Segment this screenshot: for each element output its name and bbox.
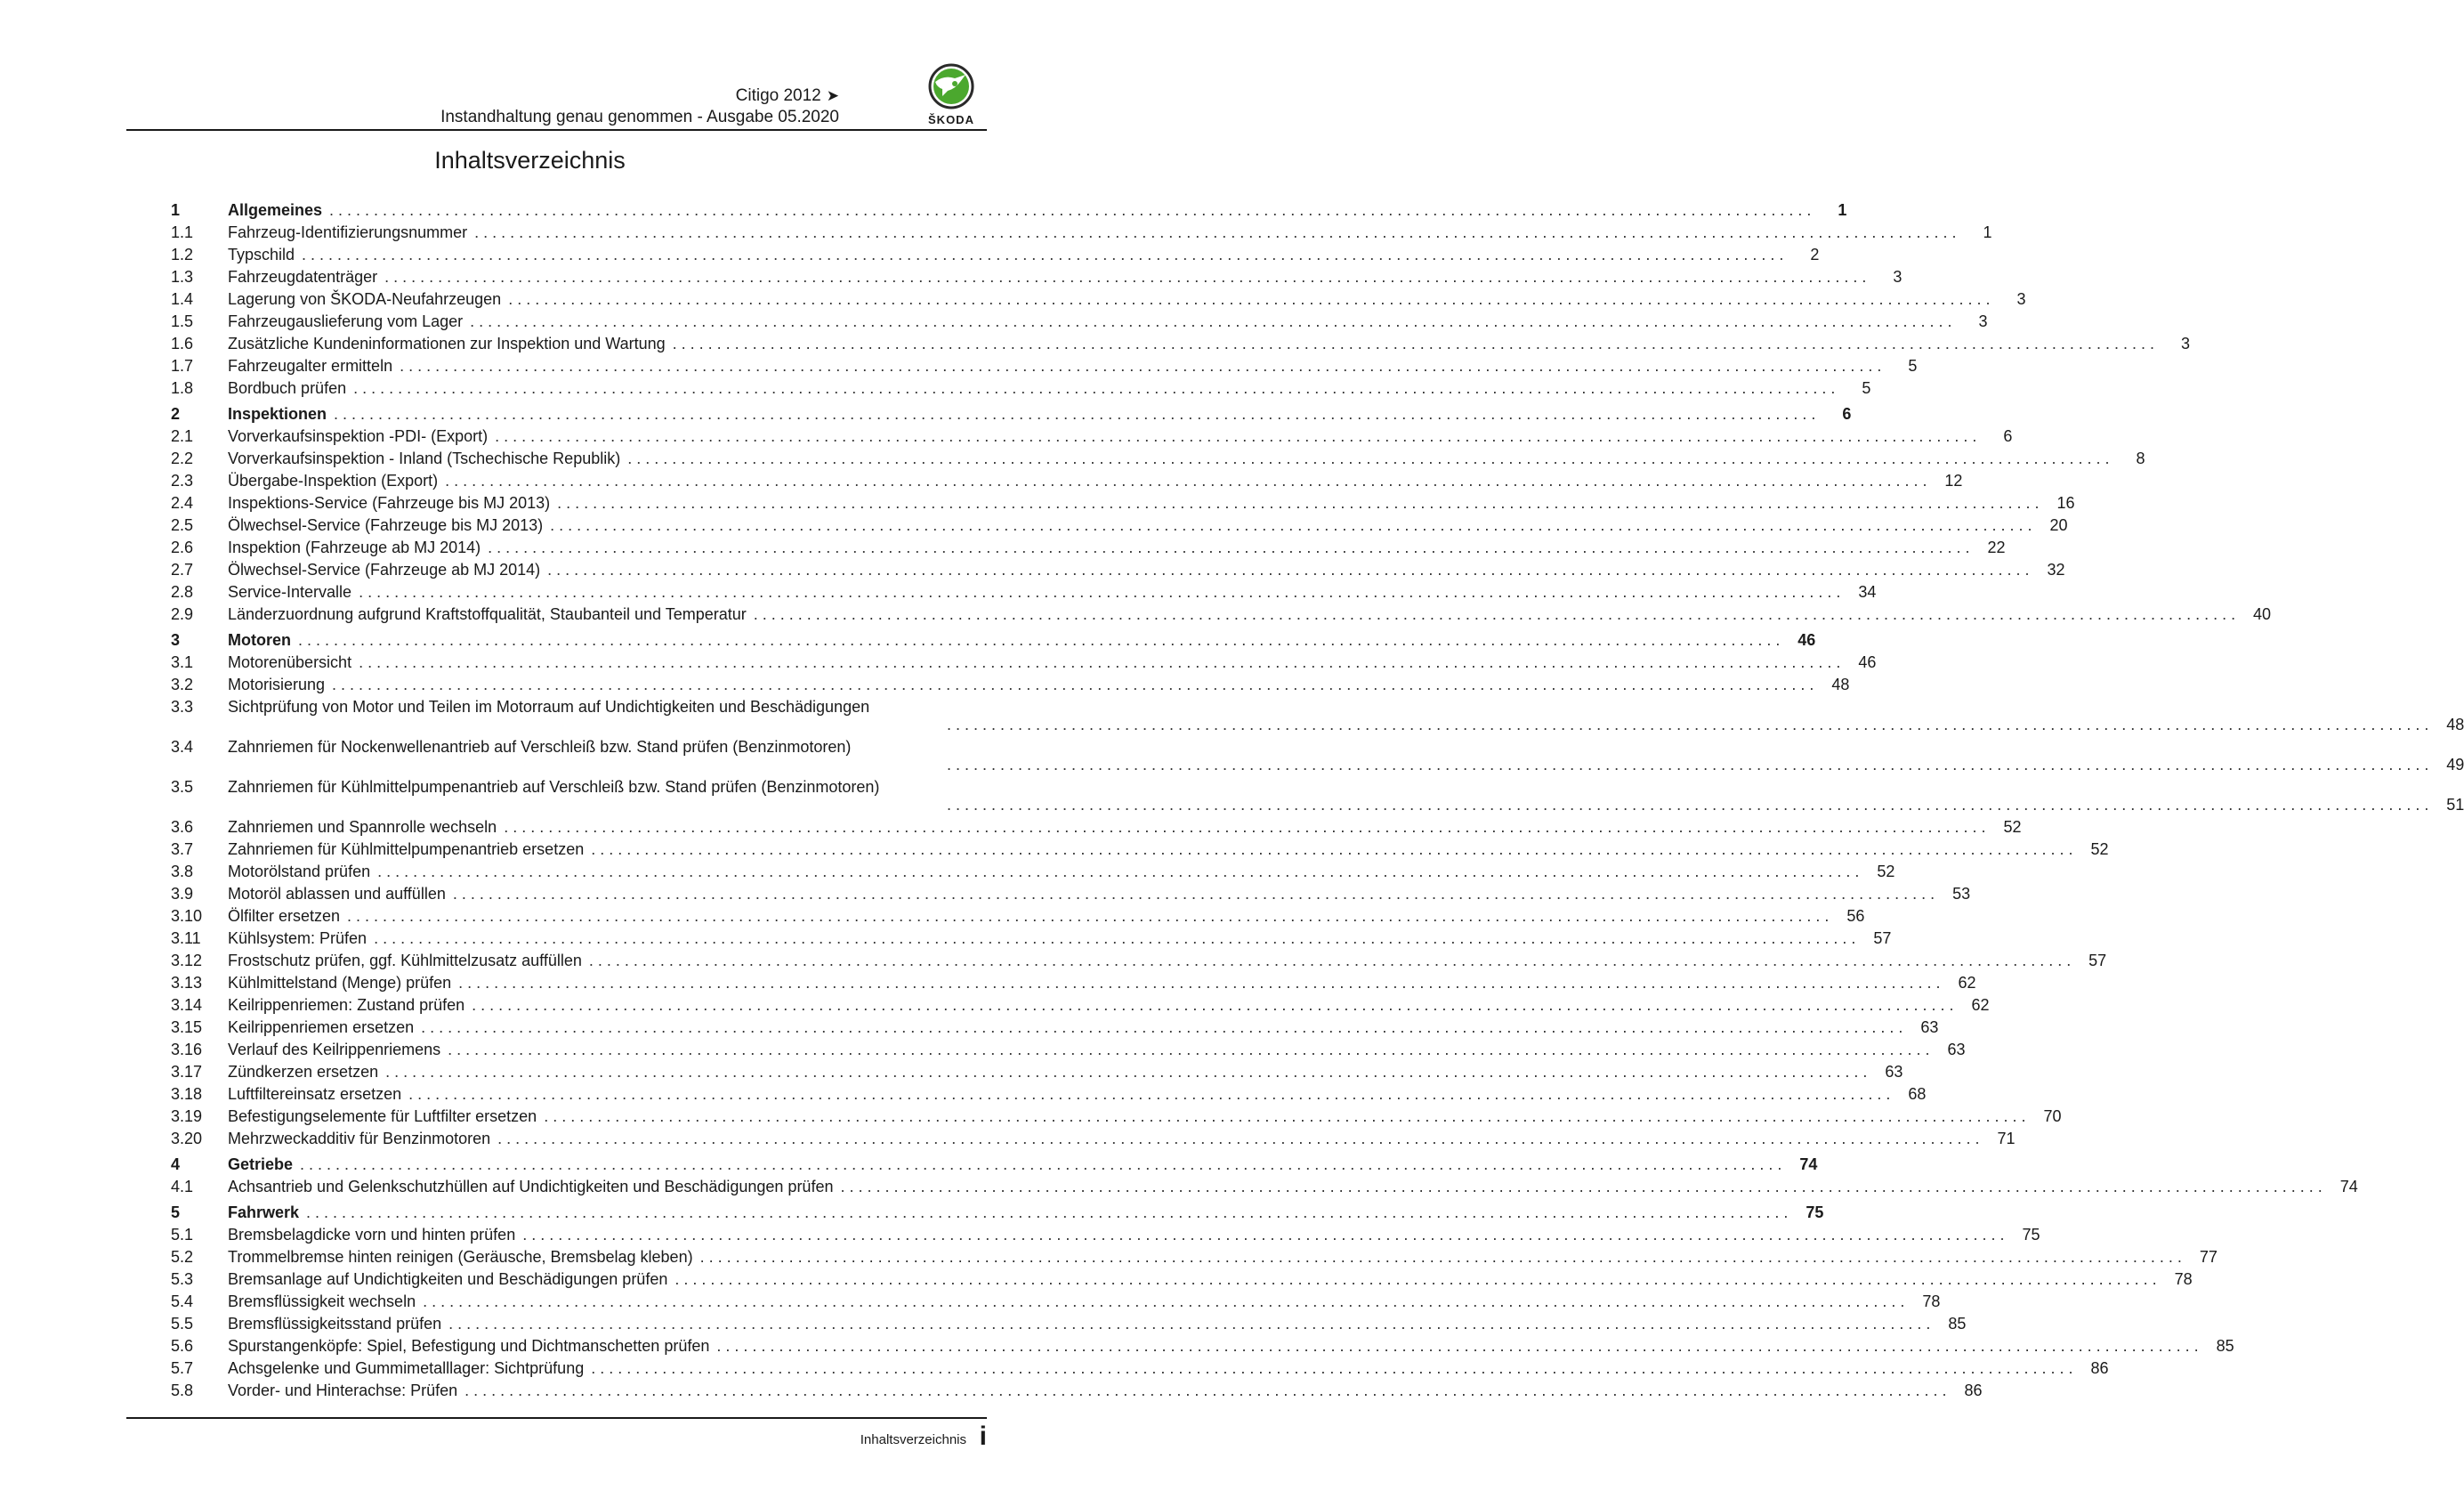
toc-leader-dots xyxy=(504,816,1985,839)
toc-number: 5.4 xyxy=(171,1292,194,1310)
toc-title: Lagerung von ŠKODA-Neufahrzeugen xyxy=(228,290,502,308)
toc-entry-row[interactable] xyxy=(171,1268,2193,1291)
toc-page-number: 3 xyxy=(1893,268,1903,286)
toc-leader-dots xyxy=(374,928,1855,950)
toc-leader-wrap xyxy=(940,754,2436,776)
toc-number: 3.5 xyxy=(171,778,194,796)
toc-title: Übergabe-Inspektion (Export) xyxy=(228,472,439,490)
toc-number: 1.1 xyxy=(171,223,194,241)
toc-page-number: 86 xyxy=(1964,1382,1983,1399)
toc-title: Getriebe xyxy=(228,1155,294,1173)
toc-leader-wrap xyxy=(940,794,2436,816)
toc-entry-row[interactable] xyxy=(171,696,2464,736)
toc-title: Motoröl ablassen und auffüllen xyxy=(228,885,446,903)
toc-leader-dots xyxy=(470,311,1951,333)
toc-title: Zahnriemen für Kühlmittelpumpenantrieb auf Verschleiß bzw. Stand prüfen (Benzinmotoren) xyxy=(228,778,880,796)
toc-title: Länderzuordnung aufgrund Kraftstoffqualität, Staubanteil und Temperatur xyxy=(228,605,747,623)
toc-title: Ölwechsel-Service (Fahrzeuge ab MJ 2014) xyxy=(228,561,541,579)
toc-number: 2 xyxy=(171,405,181,423)
toc-entry-row[interactable] xyxy=(171,425,2013,448)
toc-number: 5.6 xyxy=(171,1337,194,1355)
toc-entry-row[interactable] xyxy=(171,1128,2016,1150)
toc-number: 3.8 xyxy=(171,863,194,880)
toc-entry-row[interactable] xyxy=(171,1291,1941,1313)
toc-page-number: 6 xyxy=(2003,427,2013,445)
toc-page-number: 6 xyxy=(1842,405,1852,423)
toc-title: Typschild xyxy=(228,246,295,263)
toc-title: Luftfiltereinsatz ersetzen xyxy=(228,1085,402,1103)
toc-number: 3.1 xyxy=(171,653,194,671)
toc-entry-row[interactable] xyxy=(171,1357,2109,1380)
toc-page-number: 57 xyxy=(2088,952,2107,969)
toc-number: 3.15 xyxy=(171,1018,203,1036)
toc-leader-dots xyxy=(347,905,1829,928)
toc-number: 3.2 xyxy=(171,676,194,693)
toc-number: 3.20 xyxy=(171,1130,203,1147)
toc-number: 3.10 xyxy=(171,907,203,925)
toc-leader-dots xyxy=(334,403,1815,425)
toc-leader-dots xyxy=(497,1128,1979,1150)
toc-number: 3.18 xyxy=(171,1085,203,1103)
toc-entry-row[interactable] xyxy=(171,839,2109,861)
toc-page-number: 16 xyxy=(2056,494,2075,512)
skoda-logo xyxy=(916,62,987,126)
toc-leader-wrap xyxy=(940,714,2436,736)
toc-leader-dots xyxy=(329,199,1811,222)
toc-leader-dots xyxy=(522,1224,2004,1246)
toc-number: 3.7 xyxy=(171,840,194,858)
toc-page-number: 85 xyxy=(1948,1315,1967,1333)
toc-page-number: 1 xyxy=(1983,223,1992,241)
toc-page-number: 40 xyxy=(2253,605,2272,623)
toc-title: Inspektionen xyxy=(228,405,327,423)
header-model xyxy=(736,86,839,106)
toc-entry-row[interactable] xyxy=(171,861,1895,883)
toc-page-number: 20 xyxy=(2049,516,2068,534)
toc-title: Keilrippenriemen: Zustand prüfen xyxy=(228,996,465,1014)
toc-page-number: 5 xyxy=(1862,379,1871,397)
toc-number: 3.19 xyxy=(171,1107,203,1125)
toc-leader-dots xyxy=(300,1154,1781,1176)
toc-page-number: 74 xyxy=(1799,1155,1818,1173)
toc-title: Vorverkaufsinspektion -PDI- (Export) xyxy=(228,427,489,445)
toc-entry-row[interactable] xyxy=(171,816,2022,839)
toc-number: 2.5 xyxy=(171,516,194,534)
toc-number: 3.3 xyxy=(171,698,194,716)
toc-title: Sichtprüfung von Motor und Teilen im Motorraum auf Undichtigkeiten und Beschädigungen xyxy=(228,698,870,716)
toc-page-number: 63 xyxy=(1885,1063,1903,1081)
toc-page-number: 62 xyxy=(1971,996,1990,1014)
toc-entry-row[interactable] xyxy=(171,515,2068,537)
toc-title: Fahrzeugauslieferung vom Lager xyxy=(228,312,464,330)
toc-page-number: 22 xyxy=(1987,539,2006,556)
toc-title: Motorölstand prüfen xyxy=(228,863,371,880)
toc-page-number: 8 xyxy=(2136,450,2145,467)
toc-leader-dots xyxy=(840,1176,2322,1198)
toc-entry-row[interactable] xyxy=(171,883,1971,905)
toc-page-number: 3 xyxy=(2180,335,2190,352)
toc-entry-row[interactable] xyxy=(171,905,1865,928)
toc-title: Bordbuch prüfen xyxy=(228,379,347,397)
toc-number: 5.2 xyxy=(171,1248,194,1266)
toc-page-number: 62 xyxy=(1958,974,1976,992)
toc-entry-row[interactable] xyxy=(171,581,1877,604)
toc-leader-dots xyxy=(306,1202,1788,1224)
toc-title: Frostschutz prüfen, ggf. Kühlmittelzusatz auffüllen xyxy=(228,952,582,969)
toc-leader-dots xyxy=(495,425,1976,448)
toc-number: 3.16 xyxy=(171,1041,203,1058)
skoda-winged-arrow-logo-icon xyxy=(916,62,987,112)
toc-entry-row[interactable] xyxy=(171,776,2464,816)
toc-leader-dots xyxy=(947,714,2428,736)
toc-leader-dots xyxy=(947,794,2428,816)
toc-page-number: 75 xyxy=(2022,1226,2040,1244)
toc-title: Bremsflüssigkeitsstand prüfen xyxy=(228,1315,442,1333)
toc-entry-row[interactable] xyxy=(171,1246,2218,1268)
toc-entry-row[interactable] xyxy=(171,492,2075,515)
toc-title: Ölfilter ersetzen xyxy=(228,907,341,925)
toc-page-number: 34 xyxy=(1858,583,1877,601)
toc-leader-dots xyxy=(550,515,2032,537)
table-of-contents xyxy=(171,199,2464,1402)
toc-leader-dots xyxy=(408,1083,1890,1106)
toc-title: Zahnriemen für Kühlmittelpumpenantrieb ersetzen xyxy=(228,840,585,858)
toc-entry-row[interactable] xyxy=(171,448,2145,470)
toc-leader-dots xyxy=(458,972,1940,994)
toc-entry-row[interactable] xyxy=(171,333,2190,355)
toc-page-number: 32 xyxy=(2047,561,2065,579)
toc-entry-row[interactable] xyxy=(171,972,1976,994)
toc-leader-dots xyxy=(359,652,1840,674)
toc-title: Kühlsystem: Prüfen xyxy=(228,929,368,947)
toc-page-number: 63 xyxy=(1920,1018,1939,1036)
toc-number: 2.7 xyxy=(171,561,194,579)
toc-number: 3.6 xyxy=(171,818,194,836)
toc-number: 5 xyxy=(171,1203,181,1221)
toc-number: 2.8 xyxy=(171,583,194,601)
toc-title: Motorenübersicht xyxy=(228,653,352,671)
toc-leader-dots xyxy=(716,1335,2198,1357)
toc-title: Kühlmittelstand (Menge) prüfen xyxy=(228,974,452,992)
toc-leader-dots xyxy=(465,1380,1946,1402)
toc-leader-dots xyxy=(591,1357,2072,1380)
toc-chapter-row[interactable] xyxy=(171,403,1852,425)
toc-page-number: 12 xyxy=(1944,472,1963,490)
toc-page-number: 77 xyxy=(2199,1248,2218,1266)
toc-leader-dots xyxy=(627,448,2109,470)
toc-number: 1.8 xyxy=(171,379,194,397)
toc-page-number: 71 xyxy=(1997,1130,2016,1147)
toc-leader-dots xyxy=(421,1017,1903,1039)
toc-leader-dots xyxy=(423,1291,1904,1313)
toc-page-number: 70 xyxy=(2043,1107,2062,1125)
toc-page-number: 48 xyxy=(1831,676,1850,693)
toc-number: 4 xyxy=(171,1155,181,1173)
toc-page-number: 85 xyxy=(2216,1337,2234,1355)
toc-leader-dots xyxy=(547,559,2029,581)
toc-entry-row[interactable] xyxy=(171,266,1903,288)
toc-entry-row[interactable] xyxy=(171,1313,1967,1335)
toc-entry-row[interactable] xyxy=(171,288,2026,311)
toc-entry-row[interactable] xyxy=(171,1083,1927,1106)
toc-page-number: 3 xyxy=(2016,290,2026,308)
header-subtitle: Instandhaltung genau genommen - Ausgabe 05.2020 xyxy=(440,108,839,126)
toc-leader-dots xyxy=(472,994,1953,1017)
toc-page-number: 51 xyxy=(2446,796,2464,814)
toc-leader-dots xyxy=(508,288,1990,311)
toc-page-number: 57 xyxy=(1873,929,1892,947)
toc-number: 1.3 xyxy=(171,268,194,286)
toc-number: 4.1 xyxy=(171,1178,194,1195)
toc-number: 3.9 xyxy=(171,885,194,903)
toc-entry-row[interactable] xyxy=(171,1380,1983,1402)
header-divider xyxy=(126,129,987,131)
toc-title: Vorder- und Hinterachse: Prüfen xyxy=(228,1382,458,1399)
toc-title: Fahrzeug-Identifizierungsnummer xyxy=(228,223,468,241)
toc-page-number: 74 xyxy=(2339,1178,2358,1195)
toc-title: Befestigungselemente für Luftfilter ersetzen xyxy=(228,1107,537,1125)
toc-entry-row[interactable] xyxy=(171,377,1871,400)
toc-title: Spurstangenköpfe: Spiel, Befestigung und Dichtmanschetten prüfen xyxy=(228,1337,710,1355)
toc-title: Service-Intervalle xyxy=(228,583,352,601)
toc-leader-dots xyxy=(302,244,1783,266)
toc-leader-dots xyxy=(445,470,1927,492)
toc-number: 2.9 xyxy=(171,605,194,623)
toc-entry-row[interactable] xyxy=(171,1176,2358,1198)
toc-page-number: 46 xyxy=(1798,631,1816,649)
toc-title: Achsantrieb und Gelenkschutzhüllen auf Undichtigkeiten und Beschädigungen prüfen xyxy=(228,1178,834,1195)
toc-title: Inspektions-Service (Fahrzeuge bis MJ 2013) xyxy=(228,494,551,512)
toc-leader-dots xyxy=(448,1039,1929,1061)
toc-title: Fahrzeugalter ermitteln xyxy=(228,357,393,375)
page-title: Inhaltsverzeichnis xyxy=(434,147,626,174)
toc-leader-dots xyxy=(947,754,2428,776)
page-header xyxy=(126,62,987,130)
toc-title: Vorverkaufsinspektion - Inland (Tschechische Republik) xyxy=(228,450,621,467)
toc-entry-row[interactable] xyxy=(171,311,1988,333)
toc-title: Fahrzeugdatenträger xyxy=(228,268,378,286)
toc-page-number: 49 xyxy=(2446,756,2464,774)
toc-number: 5.5 xyxy=(171,1315,194,1333)
toc-page-number: 1 xyxy=(1838,201,1847,219)
toc-number: 1.5 xyxy=(171,312,194,330)
toc-title: Zündkerzen ersetzen xyxy=(228,1063,379,1081)
toc-entry-row[interactable] xyxy=(171,1017,1939,1039)
toc-number: 1.7 xyxy=(171,357,194,375)
toc-number: 3.17 xyxy=(171,1063,203,1081)
toc-number: 1.4 xyxy=(171,290,194,308)
toc-leader-dots xyxy=(359,581,1840,604)
toc-entry-row[interactable] xyxy=(171,470,1963,492)
toc-number: 2.1 xyxy=(171,427,194,445)
toc-number: 1.2 xyxy=(171,246,194,263)
toc-number: 3.13 xyxy=(171,974,203,992)
toc-number: 3.4 xyxy=(171,738,194,756)
toc-title: Trommelbremse hinten reinigen (Geräusche, Bremsbelag kleben) xyxy=(228,1248,693,1266)
brand-wordmark: ŠKODA xyxy=(928,113,974,126)
toc-title: Bremsanlage auf Undichtigkeiten und Beschädigungen prüfen xyxy=(228,1270,668,1288)
toc-entry-row[interactable] xyxy=(171,674,1850,696)
toc-number: 2.4 xyxy=(171,494,194,512)
toc-number: 1.6 xyxy=(171,335,194,352)
toc-leader-dots xyxy=(488,537,1969,559)
toc-leader-dots xyxy=(675,1268,2156,1291)
toc-number: 3 xyxy=(171,631,181,649)
toc-page-number: 52 xyxy=(2090,840,2109,858)
toc-title: Verlauf des Keilrippenriemens xyxy=(228,1041,441,1058)
toc-entry-row[interactable] xyxy=(171,652,1877,674)
toc-number: 1 xyxy=(171,201,181,219)
toc-leader-dots xyxy=(474,222,1956,244)
toc-title: Allgemeines xyxy=(228,201,323,219)
toc-leader-dots xyxy=(298,629,1780,652)
toc-number: 5.1 xyxy=(171,1226,194,1244)
toc-number: 5.7 xyxy=(171,1359,194,1377)
toc-page-number: 86 xyxy=(2090,1359,2109,1377)
toc-entry-row[interactable] xyxy=(171,1335,2234,1357)
toc-leader-dots xyxy=(589,950,2071,972)
toc-leader-dots xyxy=(353,377,1835,400)
toc-title: Ölwechsel-Service (Fahrzeuge bis MJ 2013) xyxy=(228,516,544,534)
toc-leader-dots xyxy=(377,861,1859,883)
toc-leader-dots xyxy=(448,1313,1930,1335)
toc-entry-row[interactable] xyxy=(171,559,2065,581)
toc-title: Zahnriemen und Spannrolle wechseln xyxy=(228,818,497,836)
toc-entry-row[interactable] xyxy=(171,950,2107,972)
footer-label: Inhaltsverzeichnis xyxy=(860,1432,966,1447)
toc-page-number: 68 xyxy=(1908,1085,1927,1103)
toc-page-number: 75 xyxy=(1806,1203,1824,1221)
toc-page-number: 56 xyxy=(1846,907,1865,925)
toc-entry-row[interactable] xyxy=(171,604,2272,626)
toc-entry-row[interactable] xyxy=(171,1224,2040,1246)
toc-number: 2.6 xyxy=(171,539,194,556)
toc-entry-row[interactable] xyxy=(171,928,1892,950)
toc-leader-dots xyxy=(544,1106,2025,1128)
footer-page-number: i xyxy=(979,1422,987,1451)
toc-title: Zahnriemen für Nockenwellenantrieb auf Verschleiß bzw. Stand prüfen (Benzinmotoren) xyxy=(228,738,852,756)
toc-chapter-row[interactable] xyxy=(171,629,1816,652)
toc-number: 3.14 xyxy=(171,996,203,1014)
toc-number: 2.3 xyxy=(171,472,194,490)
toc-chapter-row[interactable] xyxy=(171,199,1847,222)
toc-page-number: 63 xyxy=(1947,1041,1966,1058)
toc-page-number: 53 xyxy=(1952,885,1971,903)
toc-title: Fahrwerk xyxy=(228,1203,300,1221)
toc-chapter-row[interactable] xyxy=(171,1202,1824,1224)
toc-page-number: 52 xyxy=(2003,818,2022,836)
toc-entry-row[interactable] xyxy=(171,994,1990,1017)
toc-leader-dots xyxy=(591,839,2072,861)
toc-title: Motorisierung xyxy=(228,676,326,693)
toc-title: Bremsbelagdicke vorn und hinten prüfen xyxy=(228,1226,516,1244)
toc-leader-dots xyxy=(453,883,1935,905)
toc-entry-row[interactable] xyxy=(171,1106,2062,1128)
toc-entry-row[interactable] xyxy=(171,1061,1903,1083)
toc-leader-dots xyxy=(400,355,1881,377)
toc-entry-row[interactable] xyxy=(171,355,1918,377)
toc-title: Keilrippenriemen ersetzen xyxy=(228,1018,415,1036)
toc-page-number: 78 xyxy=(2174,1270,2193,1288)
toc-entry-row[interactable] xyxy=(171,537,2006,559)
toc-page-number: 48 xyxy=(2446,716,2464,733)
toc-title: Zusätzliche Kundeninformationen zur Inspektion und Wartung xyxy=(228,335,666,352)
toc-number: 5.8 xyxy=(171,1382,194,1399)
toc-page-number: 78 xyxy=(1922,1292,1941,1310)
toc-number: 5.3 xyxy=(171,1270,194,1288)
model-text: Citigo 2012 xyxy=(735,86,821,105)
toc-leader-dots xyxy=(700,1246,2182,1268)
toc-title: Achsgelenke und Gummimetalllager: Sichtprüfung xyxy=(228,1359,585,1377)
toc-leader-dots xyxy=(673,333,2154,355)
toc-leader-dots xyxy=(754,604,2235,626)
toc-entry-row[interactable] xyxy=(171,1039,1966,1061)
toc-page-number: 3 xyxy=(1978,312,1988,330)
toc-leader-dots xyxy=(385,1061,1867,1083)
footer-divider xyxy=(126,1417,987,1419)
toc-leader-dots xyxy=(332,674,1814,696)
toc-title: Motoren xyxy=(228,631,291,649)
toc-page-number: 52 xyxy=(1877,863,1895,880)
arrow-right-icon: ➤ xyxy=(826,87,839,104)
toc-entry-row[interactable] xyxy=(171,244,1820,266)
toc-page-number: 46 xyxy=(1858,653,1877,671)
toc-number: 3.12 xyxy=(171,952,203,969)
toc-leader-dots xyxy=(557,492,2039,515)
toc-title: Mehrzweckadditiv für Benzinmotoren xyxy=(228,1130,491,1147)
toc-number: 3.11 xyxy=(171,929,201,947)
toc-title: Bremsflüssigkeit wechseln xyxy=(228,1292,416,1310)
toc-entry-row[interactable] xyxy=(171,222,1992,244)
toc-title: Inspektion (Fahrzeuge ab MJ 2014) xyxy=(228,539,481,556)
toc-entry-row[interactable] xyxy=(171,736,2464,776)
toc-chapter-row[interactable] xyxy=(171,1154,1818,1176)
toc-page-number: 5 xyxy=(1908,357,1918,375)
toc-page-number: 2 xyxy=(1810,246,1820,263)
toc-leader-dots xyxy=(384,266,1866,288)
toc-number: 2.2 xyxy=(171,450,194,467)
